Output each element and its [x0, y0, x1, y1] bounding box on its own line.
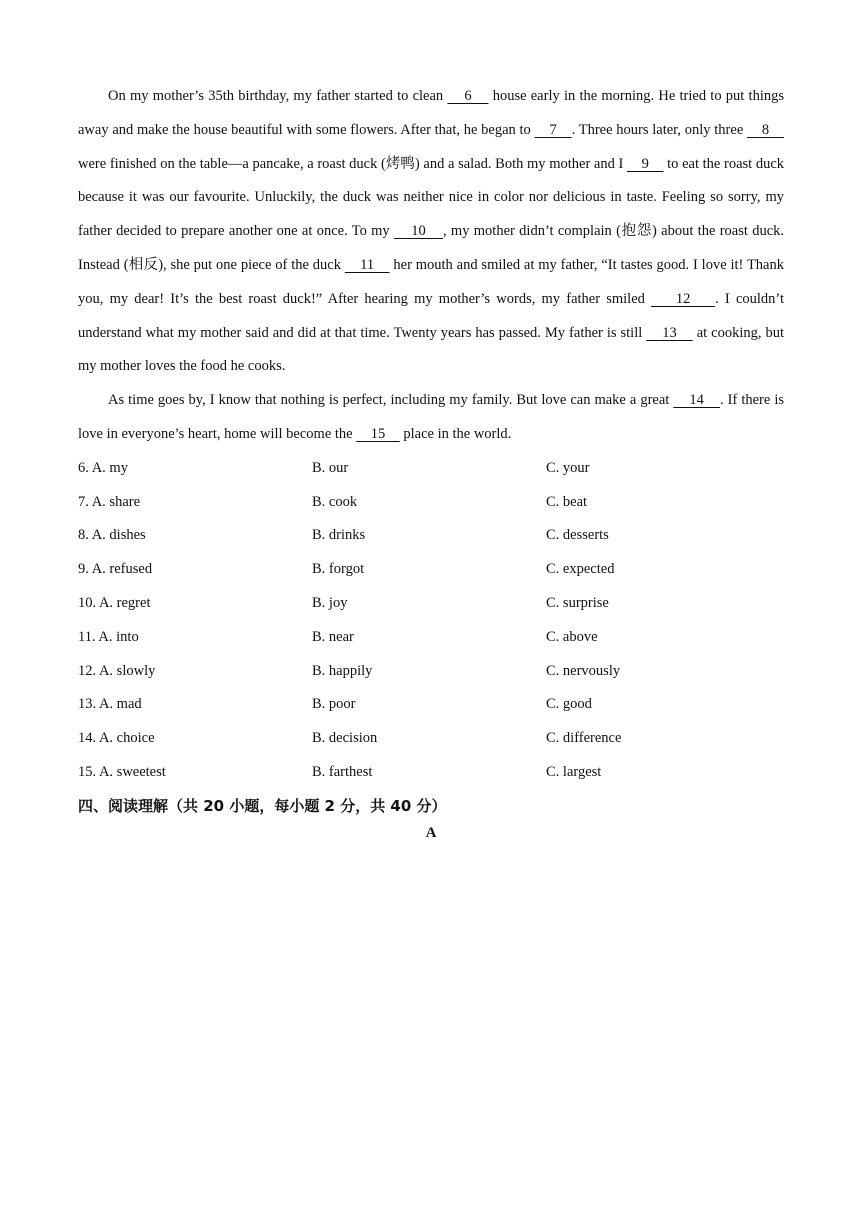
blank-8: 8: [747, 121, 785, 138]
blank-10: 10: [394, 223, 443, 240]
text-segment: to eat the roast duck because it was our favourite. Unluckily, the duck was neither nice in color nor delicious in taste. Feeling so sorry, my father decided to prepare another one at once. To my: [78, 155, 785, 240]
option-a: 12. A. slowly: [78, 662, 156, 679]
text-segment: As time goes by, I know that nothing is perfect, including my family. But love can make a great: [108, 392, 674, 409]
blank-9: 9: [627, 155, 664, 172]
option-b: B. happily: [312, 662, 373, 679]
option-a: 8. A. dishes: [78, 527, 146, 544]
option-a: 6. A. my: [78, 459, 128, 476]
blank-15: 15: [356, 425, 400, 442]
option-c: C. surprise: [546, 594, 609, 611]
text-segment: place in the world.: [399, 425, 512, 442]
option-c: C. good: [546, 696, 592, 713]
option-c: C. nervously: [546, 662, 621, 679]
text-segment: . I couldn’t understand what my mother said and did at that time. Twenty years has passed. My father is still: [78, 290, 785, 341]
text-segment: On my mother’s 35th birthday, my father started to clean: [108, 88, 448, 104]
option-b: B. decision: [312, 730, 378, 747]
text-segment: house early in the morning. He tried to put things away and make the house beautiful with some flowers. After that, he began to: [78, 88, 785, 138]
option-b: B. drinks: [312, 527, 366, 544]
option-c: C. difference: [546, 730, 622, 747]
answer-options: [78, 452, 784, 790]
option-b: B. our: [312, 459, 349, 476]
option-a: 9. A. refused: [78, 561, 153, 578]
option-c: C. your: [546, 459, 590, 476]
text-segment: . If there is love in everyone’s heart, home will become the: [78, 392, 784, 442]
option-row-6: [78, 452, 784, 486]
option-b: B. forgot: [312, 561, 365, 578]
option-c: C. expected: [546, 561, 615, 578]
option-a: 14. A. choice: [78, 730, 155, 747]
option-row-13: [78, 688, 784, 722]
option-b: B. cook: [312, 493, 358, 510]
text-segment: were finished on the table—a pancake, a roast duck (烤鸭) and a salad. Both my mother and I: [78, 155, 627, 172]
option-a: 13. A. mad: [78, 696, 142, 713]
option-row-15: [78, 756, 784, 790]
passage-label: A: [425, 824, 437, 841]
option-row-12: [78, 655, 784, 689]
option-a: 10. A. regret: [78, 594, 151, 611]
blank-7: 7: [534, 121, 572, 138]
section-heading: 四、阅读理解（共 20 小题，每小题 2 分，共 40 分）: [78, 796, 447, 815]
option-row-11: [78, 621, 784, 655]
blank-12: 12: [651, 290, 716, 307]
text-segment: her mouth and smiled at my father, “It tastes good. I love it! Thank you, my dear! It’s the best roast duck!” After hearing my mother’s words, my father smiled: [78, 256, 784, 307]
option-c: C. above: [546, 628, 598, 645]
option-a: 15. A. sweetest: [78, 763, 166, 780]
passage-paragraph-1: [78, 80, 784, 384]
blank-6: 6: [447, 88, 489, 104]
option-c: C. largest: [546, 763, 602, 780]
passage-paragraph-2: [78, 384, 784, 452]
option-a: 7. A. share: [78, 493, 141, 510]
option-c: C. beat: [546, 493, 588, 510]
option-a: 11. A. into: [78, 628, 139, 645]
blank-11: 11: [344, 256, 390, 273]
option-b: B. near: [312, 628, 354, 645]
text-segment: . Three hours later, only three: [571, 121, 747, 138]
option-b: B. poor: [312, 696, 356, 713]
option-row-7: [78, 486, 784, 520]
option-c: C. desserts: [546, 527, 609, 544]
blank-14: 14: [673, 392, 720, 409]
text-segment: at cooking, but my mother loves the food he cooks.: [78, 324, 785, 375]
option-row-8: [78, 519, 784, 553]
option-row-9: [78, 553, 784, 587]
option-b: B. farthest: [312, 763, 373, 780]
option-row-14: [78, 722, 784, 756]
blank-13: 13: [646, 324, 693, 341]
option-row-10: [78, 587, 784, 621]
option-b: B. joy: [312, 594, 348, 611]
text-segment: , my mother didn’t complain (抱怨) about the roast duck. Instead (相反), she put one piece of the duck: [78, 223, 785, 273]
